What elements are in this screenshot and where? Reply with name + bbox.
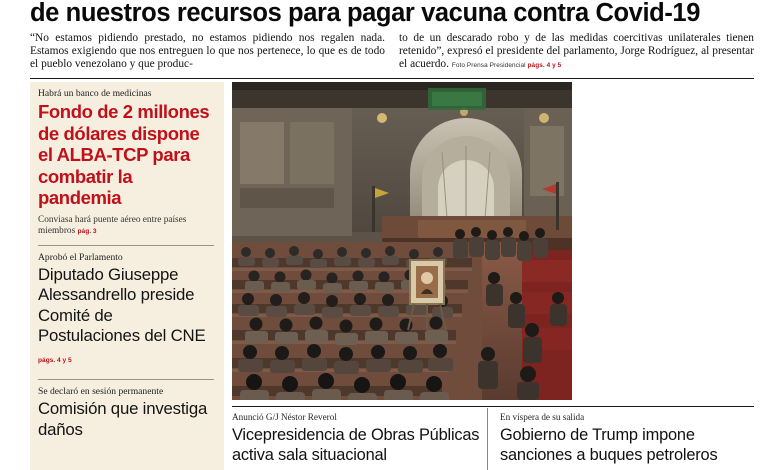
left-item1-headline[interactable]: Fondo de 2 millones de dólares dispone el ALBA-TCP para combatir la pandemia [38, 101, 210, 208]
bottom-right-headline[interactable]: Gobierno de Trump impone sanciones a buques petroleros [500, 426, 718, 464]
deck-column-right [399, 32, 754, 72]
left-item2-pages: págs. 4 y 5 [38, 356, 72, 364]
vertical-divider-bottom [487, 408, 488, 470]
bottom-center-headline[interactable]: Vicepresidencia de Obras Públicas activa sala situacional [232, 426, 480, 464]
left-item3-headline[interactable]: Comisión que investiga daños [38, 399, 208, 439]
parliament-photo-graphic [232, 82, 572, 400]
left-item2-kicker: Aprobó el Parlamento [38, 251, 123, 263]
left-item2-headline-text: Diputado Giuseppe Alessandrello preside Comité de Postulaciones del CNE [38, 264, 206, 345]
left-item2-headline[interactable] [38, 265, 214, 372]
parliament-photo [232, 82, 572, 400]
deck-column-right-text: to de un descarado robo y de las medidas coercitivas unilaterales tienen retenido”, expresó el presidente del parlamento, Jorge Rodríguez, al presentar el acuerdo. [399, 32, 754, 70]
left-item1-subnote [38, 215, 214, 237]
horizontal-divider-top [30, 78, 754, 79]
left-item1-subnote-text: Conviasa hará puente aéreo entre países miembros [38, 214, 187, 236]
horizontal-divider-bottom [232, 406, 754, 407]
photo-credit [452, 62, 561, 69]
left-divider-1 [38, 245, 214, 246]
bottom-right-kicker: En víspera de su salida [500, 412, 585, 422]
left-divider-2 [38, 379, 214, 380]
left-item3-kicker: Se declaró en sesión permanente [38, 386, 164, 397]
bottom-center-story [232, 412, 482, 465]
left-item1-subnote-pages: pág. 3 [77, 227, 97, 235]
deck-block [30, 32, 754, 72]
photo-credit-pages: págs. 4 y 5 [527, 61, 562, 69]
page-title: de nuestros recursos para pagar vacuna contra Covid-19 [30, 0, 700, 27]
left-column [30, 82, 224, 470]
bottom-center-kicker: Anunció G/J Néstor Reverol [232, 412, 337, 422]
deck-column-left: “No estamos pidiendo prestado, no estamos pidiendo nos regalen nada. Estamos exigiendo que nos entreguen lo que nos pertenece, lo que es de todo el pueblo venezolano y que produc- [30, 32, 385, 70]
bottom-right-story [500, 412, 754, 465]
photo-credit-text: Foto Prensa Presidencial [451, 61, 526, 69]
left-item1-kicker: Habrá un banco de medicinas [38, 88, 152, 99]
